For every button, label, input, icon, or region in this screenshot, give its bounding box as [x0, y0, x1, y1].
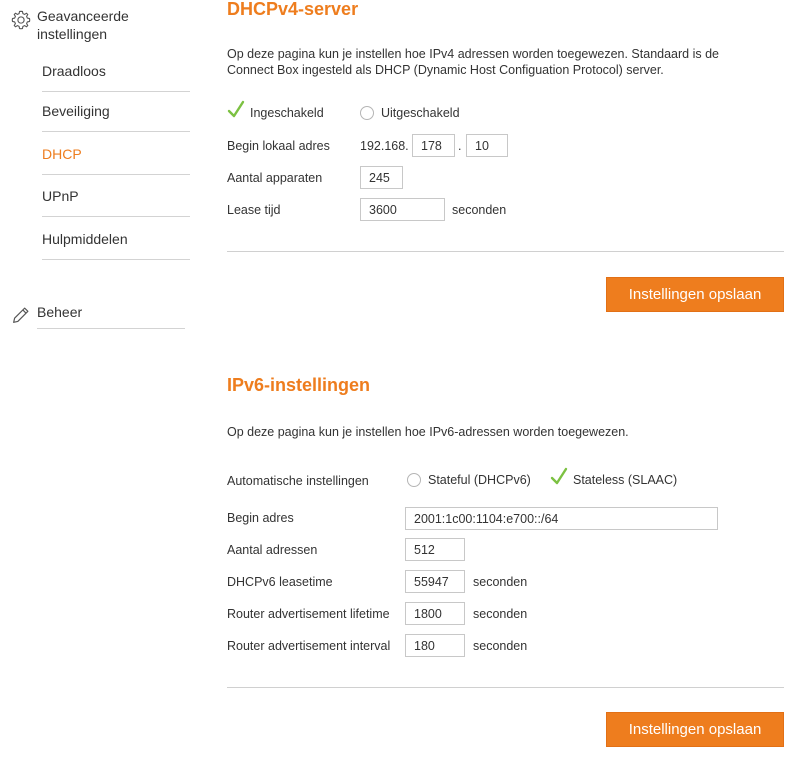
- radio-dhcpv4-enabled-label: Ingeschakeld: [250, 106, 324, 120]
- sidebar-item-dhcp[interactable]: DHCP: [42, 133, 190, 175]
- radio-circle-icon: [407, 473, 421, 487]
- start-octet4-input[interactable]: [466, 134, 508, 157]
- sidebar-section-admin[interactable]: [10, 302, 82, 326]
- ra-interval-unit: seconden: [473, 639, 528, 653]
- dhcpv4-divider: [227, 251, 784, 252]
- ra-lifetime-input[interactable]: [405, 602, 465, 625]
- ipv6-start-address-input[interactable]: [405, 507, 718, 530]
- radio-mark: [405, 471, 423, 489]
- ipv6-description: Op deze pagina kun je instellen hoe IPv6-adressen worden toegewezen.: [227, 425, 629, 439]
- sidebar: [0, 0, 200, 759]
- dhcpv6-leasetime-unit: seconden: [473, 575, 528, 589]
- radio-mark: [358, 104, 376, 122]
- ra-interval-input[interactable]: [405, 634, 465, 657]
- radio-dhcpv4-enabled[interactable]: [227, 104, 324, 122]
- radio-circle-icon: [360, 106, 374, 120]
- gear-icon: [10, 9, 32, 31]
- start-address-prefix: 192.168.: [360, 139, 409, 153]
- radio-dhcpv4-disabled[interactable]: [358, 104, 460, 122]
- radio-ipv6-stateless-label: Stateless (SLAAC): [573, 473, 678, 487]
- ipv6-title: IPv6-instellingen: [227, 375, 371, 395]
- sidebar-item-draadloos[interactable]: Draadloos: [42, 50, 190, 92]
- sidebar-item-upnp[interactable]: UPnP: [42, 175, 190, 217]
- sidebar-section-advanced-label: Geavanceerde instellingen: [37, 8, 129, 42]
- ra-lifetime-label: Router advertisement lifetime: [227, 607, 390, 621]
- address-count-label: Aantal adressen: [227, 543, 318, 557]
- dhcpv4-save-button[interactable]: Instellingen opslaan: [606, 277, 784, 312]
- lease-time-unit: seconden: [452, 203, 507, 217]
- radio-dhcpv4-disabled-label: Uitgeschakeld: [381, 106, 460, 120]
- ra-lifetime-unit: seconden: [473, 607, 528, 621]
- sidebar-item-hulpmiddelen[interactable]: Hulpmiddelen: [42, 218, 190, 260]
- radio-ipv6-stateful-label: Stateful (DHCPv6): [428, 473, 531, 487]
- start-address-label: Begin lokaal adres: [227, 139, 330, 153]
- auto-settings-label: Automatische instellingen: [227, 474, 369, 488]
- sidebar-section-advanced[interactable]: [10, 7, 147, 43]
- start-octet3-input[interactable]: [412, 134, 455, 157]
- sidebar-section-admin-label: Beheer: [37, 304, 83, 320]
- radio-mark: [550, 471, 568, 489]
- dhcpv4-title: DHCPv4-server: [227, 0, 359, 19]
- octet-separator: .: [458, 139, 462, 153]
- dhcpv6-leasetime-label: DHCPv6 leasetime: [227, 575, 333, 589]
- device-count-label: Aantal apparaten: [227, 171, 323, 185]
- ra-interval-label: Router advertisement interval: [227, 639, 391, 653]
- dhcpv6-leasetime-input[interactable]: [405, 570, 465, 593]
- address-count-input[interactable]: [405, 538, 465, 561]
- radio-mark: [227, 104, 245, 122]
- checkmark-icon: [550, 467, 568, 487]
- sidebar-item-beveiliging[interactable]: Beveiliging: [42, 90, 190, 132]
- sidebar-divider: [37, 328, 185, 329]
- checkmark-icon: [227, 100, 245, 120]
- device-count-input[interactable]: [360, 166, 403, 189]
- dhcpv4-description: Op deze pagina kun je instellen hoe IPv4 adressen worden toegewezen. Standaard is de Connect Box ingesteld als DHCP (Dynamic Host Configuation Protocol) server.: [227, 47, 719, 77]
- radio-ipv6-stateful[interactable]: [405, 471, 531, 489]
- ipv6-divider: [227, 687, 784, 688]
- pencil-icon: [10, 304, 32, 326]
- lease-time-input[interactable]: [360, 198, 445, 221]
- ipv6-save-button[interactable]: Instellingen opslaan: [606, 712, 784, 747]
- lease-time-label: Lease tijd: [227, 203, 281, 217]
- radio-ipv6-stateless[interactable]: [550, 471, 677, 489]
- ipv6-start-address-label: Begin adres: [227, 511, 294, 525]
